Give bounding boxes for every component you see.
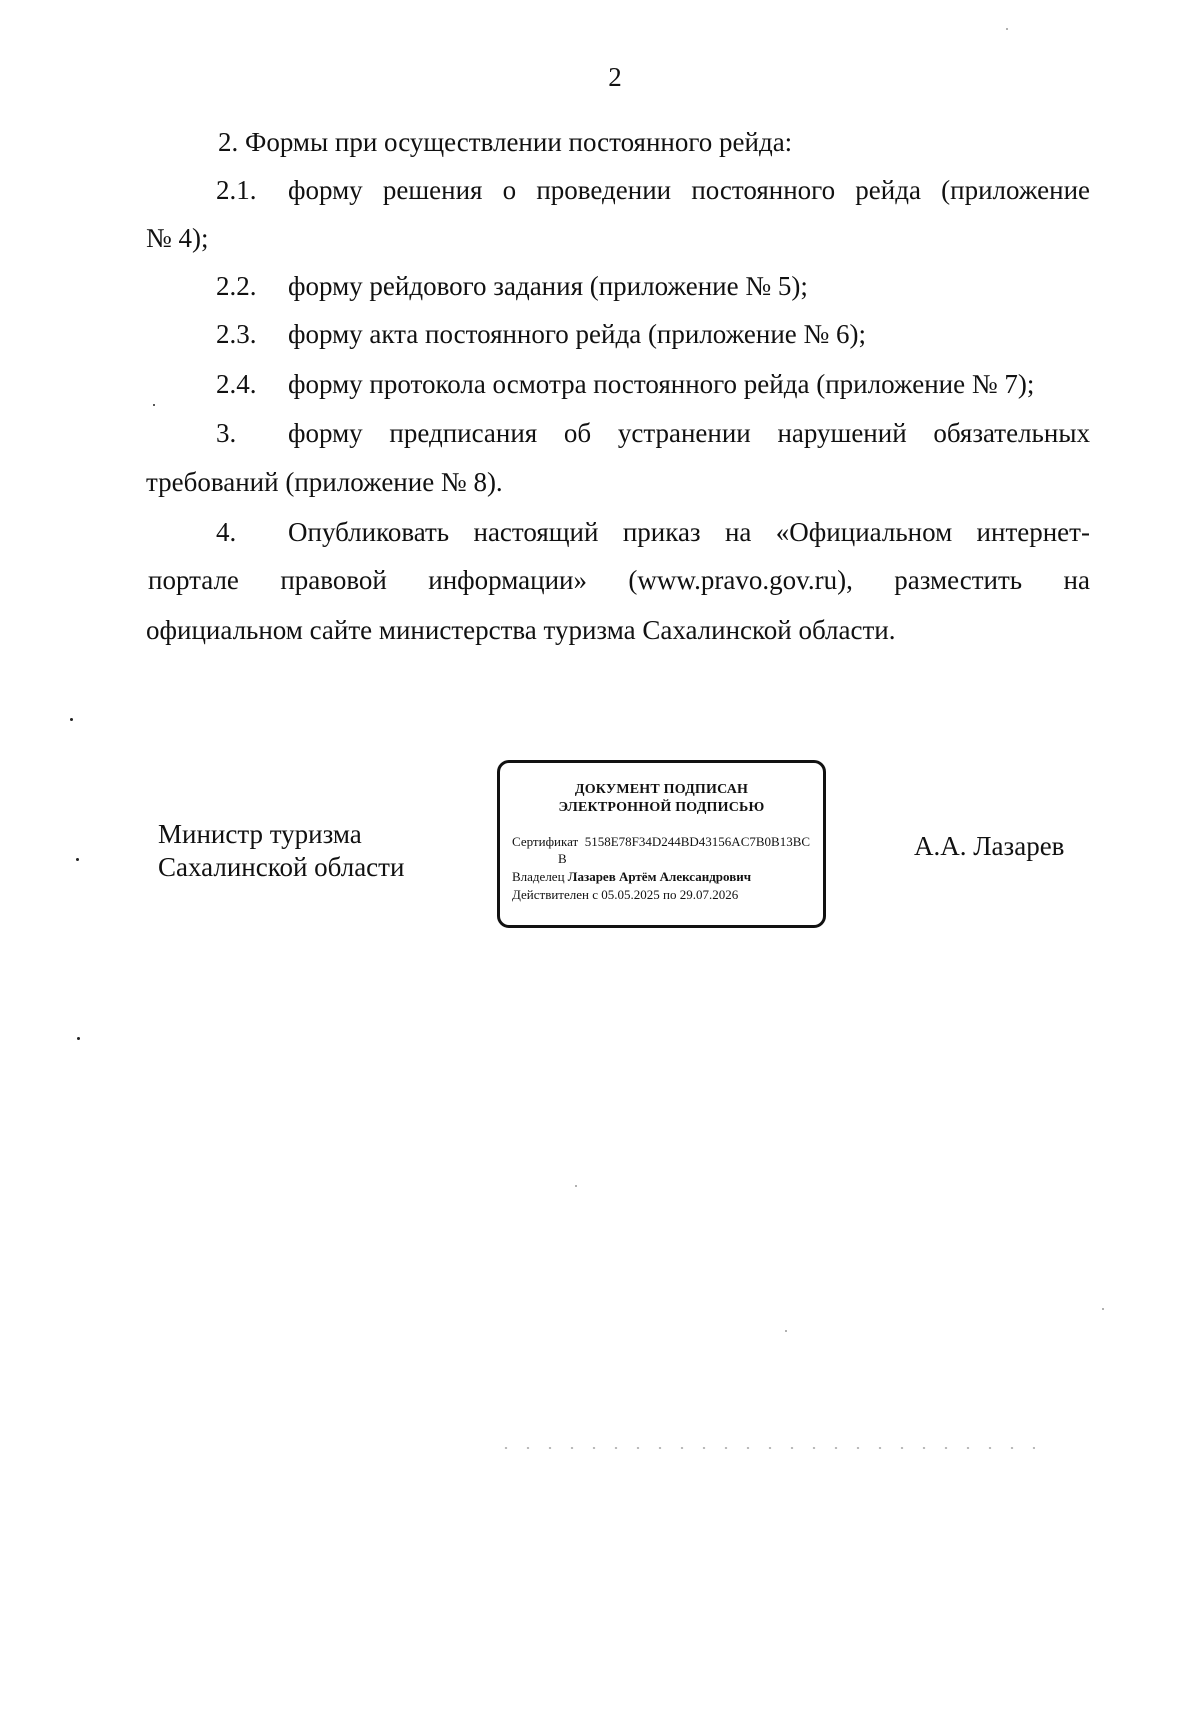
stamp-validity: Действителен с 05.05.2025 по 29.07.2026 [512,887,739,902]
stamp-owner: Владелец Лазарев Артём Александрович [512,869,752,884]
scan-speck [77,1037,80,1040]
paragraph-number: 2.4. [216,369,257,399]
signer-position: Министр туризма Сахалинской области [158,819,405,882]
scan-noise-line [495,1447,1035,1449]
paragraph-2-1-continuation: № 4); [146,223,209,253]
paragraph-4-line-2: портале правовой информации» (www.pravo.gov.ru), разместить на [148,565,1090,595]
paragraph-text: форму рейдового задания (приложение № 5); [288,271,808,301]
signer-name: А.А. Лазарев [914,831,1065,861]
paragraph-number: 2.2. [216,271,257,301]
paragraph-text: форму предписания об устранении нарушений обязательных [288,418,1090,448]
paragraph-text: форму протокола осмотра постоянного рейда (приложение № 7); [288,369,1035,399]
scan-speck [1006,28,1008,30]
paragraph-text: форму решения о проведении постоянного рейда (приложение [288,175,1090,205]
paragraph-3-continuation: требований (приложение № 8). [146,467,503,497]
paragraph-text: форму акта постоянного рейда (приложение № 6); [288,319,867,349]
paragraph-2: 2. Формы при осуществлении постоянного рейда: [218,127,793,157]
paragraph-number: 2.3. [216,319,257,349]
paragraph-text: Опубликовать настоящий приказ на «Официальном интернет- [288,517,1090,547]
scan-speck [76,858,79,861]
scan-speck [575,1185,577,1187]
paragraph-number: 2.1. [216,175,257,205]
stamp-certificate: Сертификат 5158E78F34D244BD43156AC7B0B13BC [512,834,811,849]
scan-speck [785,1330,787,1332]
page-number: 2 [608,62,622,92]
paragraph-4-line-3: официальном сайте министерства туризма Сахалинской области. [146,615,896,645]
paragraph-number: 4. [216,517,237,547]
scan-speck [1102,1308,1104,1310]
paragraph-number: 3. [216,418,237,448]
stamp-heading: ДОКУМЕНТ ПОДПИСАН ЭЛЕКТРОННОЙ ПОДПИСЬЮ [558,782,765,815]
stamp-certificate-wrap: B [558,851,567,866]
scan-speck [153,404,155,406]
electronic-signature-stamp [497,760,826,928]
scan-speck [70,718,73,721]
